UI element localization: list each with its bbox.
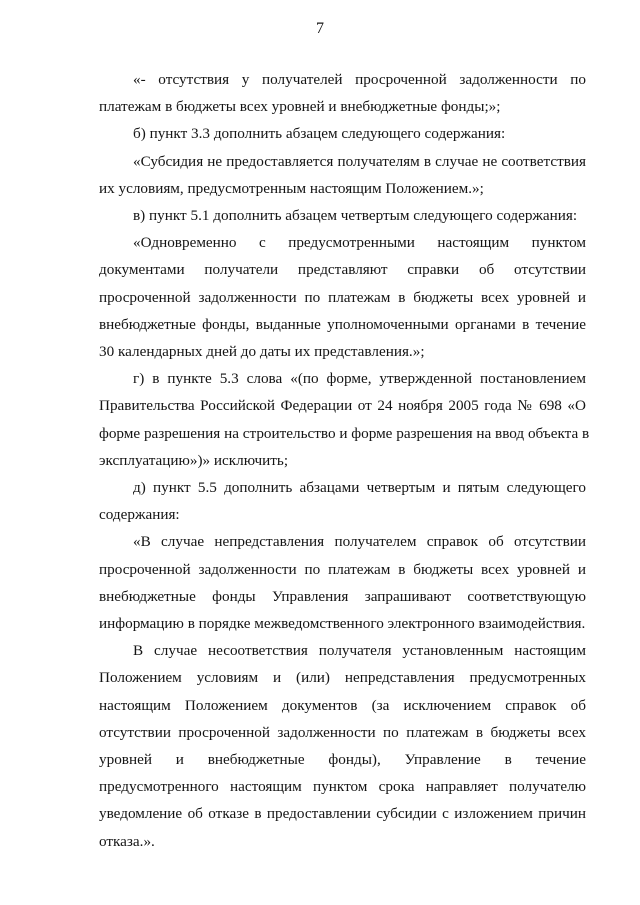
- text-line: просроченной задолженности по платежам в бюджеты всех уровней и: [99, 560, 586, 578]
- text-line: настоящим Положением документов (за исключением справок об: [99, 696, 586, 714]
- text-line: эксплуатацию»)» исключить;: [99, 451, 289, 469]
- text-line: б) пункт 3.3 дополнить абзацем следующего содержания:: [133, 125, 506, 143]
- text-line: «В случае непредставления получателем справок об отсутствии: [133, 533, 586, 551]
- text-line: документами получатели представляют справки об отсутствии: [99, 261, 586, 279]
- text-line: Положением условиям и (или) непредставления предусмотренных: [99, 669, 586, 687]
- text-line: предусмотренного настоящим пунктом срока направляет получателю: [99, 778, 586, 796]
- text-line: форме разрешения на строительство и форме разрешения на ввод объекта в: [99, 424, 590, 442]
- text-line: просроченной задолженности по платежам в бюджеты всех уровней и: [99, 288, 586, 306]
- text-line: д) пункт 5.5 дополнить абзацами четвертым и пятым следующего: [133, 479, 586, 497]
- text-line: уровней и внебюджетные фонды), Управление в течение: [99, 751, 586, 769]
- text-line: г) в пункте 5.3 слова «(по форме, утвержденной постановлением: [133, 370, 586, 388]
- text-line: «- отсутствия у получателей просроченной задолженности по: [133, 71, 586, 88]
- text-line: внебюджетные фонды, выданные уполномоченными органами в течение: [99, 315, 586, 333]
- paragraph-9: [99, 637, 586, 855]
- text-line: отказа.».: [99, 832, 155, 850]
- text-line: платежам в бюджеты всех уровней и внебюджетные фонды;»;: [99, 98, 501, 116]
- paragraph-5: [99, 229, 586, 365]
- text-line: Правительства Российской Федерации от 24 ноября 2005 года № 698 «О: [99, 397, 586, 415]
- text-line: «Субсидия не предоставляется получателям в случае не соответствия: [133, 152, 586, 170]
- paragraph-3: [99, 148, 586, 202]
- text-line: уведомление об отказе в предоставлении субсидии с изложением причин: [99, 805, 586, 823]
- page-number: 7: [316, 20, 324, 37]
- text-line: В случае несоответствия получателя установленным настоящим: [133, 642, 586, 660]
- paragraph-1: [99, 66, 586, 120]
- text-line: содержания:: [99, 506, 180, 524]
- text-line: 30 календарных дней до даты их представления.»;: [99, 343, 425, 361]
- text-line: отсутствии просроченной задолженности по платежам в бюджеты всех: [99, 723, 586, 741]
- text-line: в) пункт 5.1 дополнить абзацем четвертым следующего содержания:: [133, 207, 578, 225]
- paragraph-8: [99, 528, 586, 637]
- text-line: их условиям, предусмотренным настоящим Положением.»;: [99, 179, 484, 197]
- text-line: внебюджетные фонды Управления запрашивают соответствующую: [99, 587, 586, 605]
- text-line: «Одновременно с предусмотренными настоящим пунктом: [133, 234, 586, 252]
- text-line: информацию в порядке межведомственного электронного взаимодействия.: [99, 615, 586, 633]
- document-body: [99, 66, 590, 855]
- paragraph-6: [99, 365, 590, 474]
- paragraph-2: [99, 120, 586, 147]
- paragraph-7: [99, 474, 586, 528]
- paragraph-4: [99, 202, 586, 229]
